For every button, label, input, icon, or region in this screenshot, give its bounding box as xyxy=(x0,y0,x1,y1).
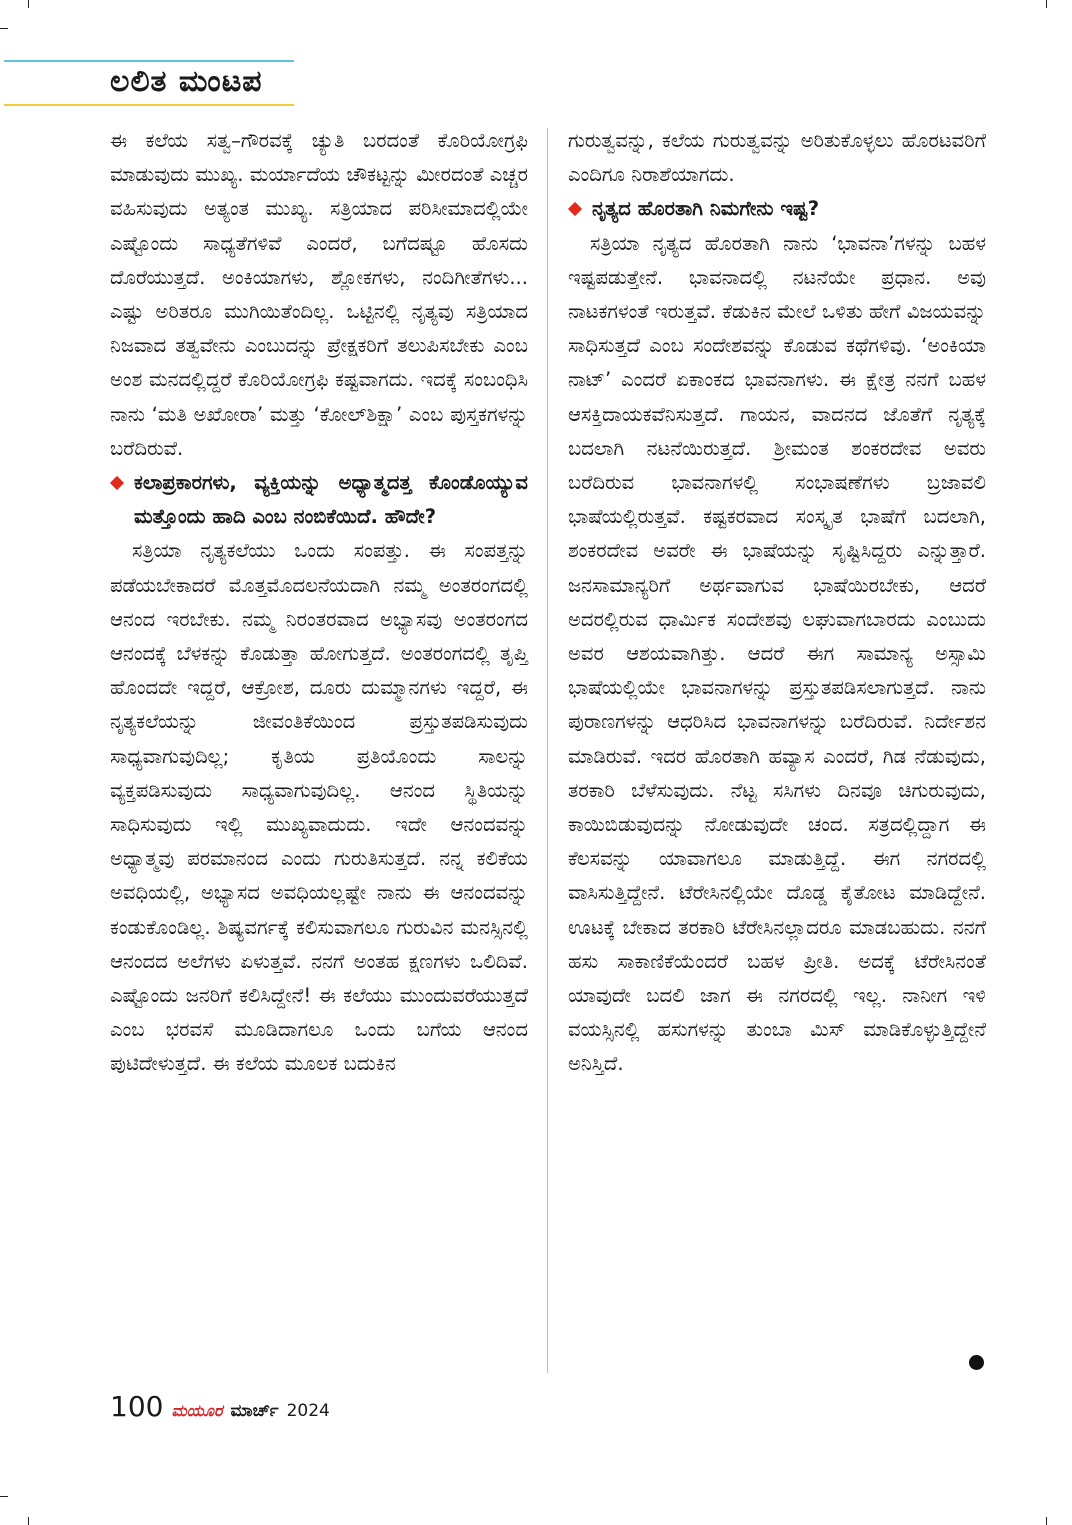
issue-month: ಮಾರ್ಚ್ xyxy=(230,1401,279,1421)
question-heading xyxy=(110,466,528,534)
crop-mark xyxy=(0,1496,8,1497)
right-column xyxy=(568,124,986,1082)
diamond-bullet-icon xyxy=(110,476,124,490)
page-footer xyxy=(110,1390,330,1423)
header-rule-bottom xyxy=(4,104,294,106)
column-divider xyxy=(547,128,548,1373)
diamond-bullet-icon xyxy=(568,202,582,216)
question-text: ಕಲಾಪ್ರಕಾರಗಳು, ವ್ಯಕ್ತಿಯನ್ನು ಅಧ್ಯಾತ್ಮದತ್ತ ಕೊಂಡೊಯ್ಯುವ ಮತ್ತೊಂದು ಹಾದಿ ಎಂಬ ನಂಬಿಕೆಯಿದೆ. ಹೌದೇ? xyxy=(134,471,528,529)
header-rule-top xyxy=(4,60,294,62)
paragraph: ಗುರುತ್ವವನ್ನು, ಕಲೆಯ ಗುರುತ್ವವನ್ನು ಅರಿತುಕೊಳ್ಳಲು ಹೊರಟವರಿಗೆ ಎಂದಿಗೂ ನಿರಾಶೆಯಾಗದು. xyxy=(568,129,986,187)
question-text: ನೃತ್ಯದ ಹೊರತಾಗಿ ನಿಮಗೇನು ಇಷ್ಟ? xyxy=(592,197,820,221)
crop-mark xyxy=(1046,1517,1047,1525)
paragraph: ಈ ಕಲೆಯ ಸತ್ವ–ಗೌರವಕ್ಕೆ ಚ್ಯುತಿ ಬರದಂತೆ ಕೊರಿಯೋಗ್ರಫಿ ಮಾಡುವುದು ಮುಖ್ಯ. ಮರ್ಯಾದೆಯ ಚೌಕಟ್ಟನ್ನು ಮೀರದಂತೆ ಎಚ್ಚರ ವಹಿಸುವುದು ಅತ್ಯಂತ ಮುಖ್ಯ. ಸತ್ರಿಯಾದ ಪರಿಸೀಮಾದಲ್ಲಿಯೇ ಎಷ್ಟೊಂದು ಸಾಧ್ಯತೆಗಳಿವೆ ಎಂದರೆ, ಬಗೆದಷ್ಟೂ ಹೊಸದು ದೊರೆಯುತ್ತದೆ. ಅಂಕಿಯಾಗಳು, ಶ್ಲೋಕಗಳು, ನಂದಿಗೀತೆಗಳು... ಎಷ್ಟು ಅರಿತರೂ ಮುಗಿಯಿತೆಂದಿಲ್ಲ. ಒಟ್ಟಿನಲ್ಲಿ ನೃತ್ಯವು ಸತ್ರಿಯಾದ ನಿಜವಾದ ತತ್ವವೇನು ಎಂಬುದನ್ನು ಪ್ರೇಕ್ಷಕರಿಗೆ ತಲುಪಿಸಬೇಕು ಎಂಬ ಅಂಶ ಮನದಲ್ಲಿದ್ದರೆ ಕೊರಿಯೋಗ್ರಫಿ ಕಷ್ಟವಾಗದು. ಇದಕ್ಕೆ ಸಂಬಂಧಿಸಿ ನಾನು ‘ಮತಿ ಅಖೋರಾ’ ಮತ್ತು ‘ಕೋಲ್‌ಶಿಕ್ಷಾ’ ಎಂಬ ಪುಸ್ತಕಗಳನ್ನು ಬರೆದಿರುವೆ. xyxy=(110,129,528,460)
paragraph: ಸತ್ರಿಯಾ ನೃತ್ಯಕಲೆಯು ಒಂದು ಸಂಪತ್ತು. ಈ ಸಂಪತ್ತನ್ನು ಪಡೆಯಬೇಕಾದರೆ ಮೊತ್ತಮೊದಲನೆಯದಾಗಿ ನಮ್ಮ ಅಂತರಂಗದಲ್ಲಿ ಆನಂದ ಇರಬೇಕು. ನಮ್ಮ ನಿರಂತರವಾದ ಅಭ್ಯಾಸವು ಅಂತರಂಗದ ಆನಂದಕ್ಕೆ ಬೆಳಕನ್ನು ಕೊಡುತ್ತಾ ಹೋಗುತ್ತದೆ. ಅಂತರಂಗದಲ್ಲಿ ತೃಪ್ತಿ ಹೊಂದದೇ ಇದ್ದರೆ, ಆಕ್ರೋಶ, ದೂರು ದುಮ್ಮಾನಗಳು ಇದ್ದರೆ, ಈ ನೃತ್ಯಕಲೆಯನ್ನು ಜೀವಂತಿಕೆಯಿಂದ ಪ್ರಸ್ತುತಪಡಿಸುವುದು ಸಾಧ್ಯವಾಗುವುದಿಲ್ಲ; ಕೃತಿಯ ಪ್ರತಿಯೊಂದು ಸಾಲನ್ನು ವ್ಯಕ್ತಪಡಿಸುವುದು ಸಾಧ್ಯವಾಗುವುದಿಲ್ಲ. ಆನಂದ ಸ್ಥಿತಿಯನ್ನು ಸಾಧಿಸುವುದು ಇಲ್ಲಿ ಮುಖ್ಯವಾದುದು. ಇದೇ ಆನಂದವನ್ನು ಅಧ್ಯಾತ್ಮವು ಪರಮಾನಂದ ಎಂದು ಗುರುತಿಸುತ್ತದೆ. ನನ್ನ ಕಲಿಕೆಯ ಅವಧಿಯಲ್ಲಿ, ಅಭ್ಯಾಸದ ಅವಧಿಯಲ್ಲಷ್ಟೇ ನಾನು ಈ ಆನಂದವನ್ನು ಕಂಡುಕೊಂಡಿಲ್ಲ. ಶಿಷ್ಯವರ್ಗಕ್ಕೆ ಕಲಿಸುವಾಗಲೂ ಗುರುವಿನ ಮನಸ್ಸಿನಲ್ಲಿ ಆನಂದದ ಅಲೆಗಳು ಏಳುತ್ತವೆ. ನನಗೆ ಅಂತಹ ಕ್ಷಣಗಳು ಒಲಿದಿವೆ. ಎಷ್ಟೊಂದು ಜನರಿಗೆ ಕಲಿಸಿದ್ದೇನೆ! ಈ ಕಲೆಯು ಮುಂದುವರೆಯುತ್ತದೆ ಎಂಬ ಭರವಸೆ ಮೂಡಿದಾಗಲೂ ಒಂದು ಬಗೆಯ ಆನಂದ ಪುಟಿದೇಳುತ್ತದೆ. ಈ ಕಲೆಯ ಮೂಲಕ ಬದುಕಿನ xyxy=(110,539,528,1076)
magazine-logo: ಮಯೂರ xyxy=(171,1401,223,1420)
issue-year: 2024 xyxy=(286,1401,330,1421)
crop-mark xyxy=(28,0,29,8)
question-heading xyxy=(568,192,986,226)
section-title: ಲಲಿತ ಮಂಟಪ xyxy=(110,64,263,99)
crop-mark xyxy=(0,28,8,29)
page-number: 100 xyxy=(110,1390,164,1423)
crop-mark xyxy=(28,1517,29,1525)
left-column xyxy=(110,124,528,1082)
paragraph: ಸತ್ರಿಯಾ ನೃತ್ಯದ ಹೊರತಾಗಿ ನಾನು ‘ಭಾವನಾ’ಗಳನ್ನು ಬಹಳ ಇಷ್ಟಪಡುತ್ತೇನೆ. ಭಾವನಾದಲ್ಲಿ ನಟನೆಯೇ ಪ್ರಧಾನ. ಅವು ನಾಟಕಗಳಂತೆ ಇರುತ್ತವೆ. ಕೆಡುಕಿನ ಮೇಲೆ ಒಳಿತು ಹೇಗೆ ವಿಜಯವನ್ನು ಸಾಧಿಸುತ್ತದೆ ಎಂಬ ಸಂದೇಶವನ್ನು ಕೊಡುವ ಕಥೆಗಳಿವು. ‘ಅಂಕಿಯಾ ನಾಟ್’ ಎಂದರೆ ಏಕಾಂಕದ ಭಾವನಾಗಳು. ಈ ಕ್ಷೇತ್ರ ನನಗೆ ಬಹಳ ಆಸಕ್ತಿದಾಯಕವೆನಿಸುತ್ತದೆ. ಗಾಯನ, ವಾದನದ ಜೊತೆಗೆ ನೃತ್ಯಕ್ಕೆ ಬದಲಾಗಿ ನಟನೆಯಿರುತ್ತದೆ. ಶ್ರೀಮಂತ ಶಂಕರದೇವ ಅವರು ಬರೆದಿರುವ ಭಾವನಾಗಳಲ್ಲಿ ಸಂಭಾಷಣೆಗಳು ಬ್ರಜಾವಲಿ ಭಾಷೆಯಲ್ಲಿರುತ್ತವೆ. ಕಷ್ಟಕರವಾದ ಸಂಸ್ಕೃತ ಭಾಷೆಗೆ ಬದಲಾಗಿ, ಶಂಕರದೇವ ಅವರೇ ಈ ಭಾಷೆಯನ್ನು ಸೃಷ್ಟಿಸಿದ್ದರು ಎನ್ನುತ್ತಾರೆ. ಜನಸಾಮಾನ್ಯರಿಗೆ ಅರ್ಥವಾಗುವ ಭಾಷೆಯಿರಬೇಕು, ಆದರೆ ಅದರಲ್ಲಿರುವ ಧಾರ್ಮಿಕ ಸಂದೇಶವು ಲಘುವಾಗಬಾರದು ಎಂಬುದು ಅವರ ಆಶಯವಾಗಿತ್ತು. ಆದರೆ ಈಗ ಸಾಮಾನ್ಯ ಅಸ್ಸಾಮಿ ಭಾಷೆಯಲ್ಲಿಯೇ ಭಾವನಾಗಳನ್ನು ಪ್ರಸ್ತುತಪಡಿಸಲಾಗುತ್ತದೆ. ನಾನು ಪುರಾಣಗಳನ್ನು ಆಧರಿಸಿದ ಭಾವನಾಗಳನ್ನು ಬರೆದಿರುವೆ. ನಿರ್ದೇಶನ ಮಾಡಿರುವೆ. ಇದರ ಹೊರತಾಗಿ ಹವ್ಯಾಸ ಎಂದರೆ, ಗಿಡ ನೆಡುವುದು, ತರಕಾರಿ ಬೆಳೆಸುವುದು. ನೆಟ್ಟ ಸಸಿಗಳು ದಿನವೂ ಚಿಗುರುವುದು, ಕಾಯಿಬಿಡುವುದನ್ನು ನೋಡುವುದೇ ಚಂದ. ಸತ್ರದಲ್ಲಿದ್ದಾಗ ಈ ಕೆಲಸವನ್ನು ಯಾವಾಗಲೂ ಮಾಡುತ್ತಿದ್ದೆ. ಈಗ ನಗರದಲ್ಲಿ ವಾಸಿಸುತ್ತಿದ್ದೇನೆ. ಟೆರೇಸಿನಲ್ಲಿಯೇ ದೊಡ್ಡ ಕೈತೋಟ ಮಾಡಿದ್ದೇನೆ. ಊಟಕ್ಕೆ ಬೇಕಾದ ತರಕಾರಿ ಟೆರೇಸಿನಲ್ಲಾದರೂ ಮಾಡಬಹುದು. ನನಗೆ ಹಸು ಸಾಕಾಣಿಕೆಯೆಂದರೆ ಬಹಳ ಪ್ರೀತಿ. ಅದಕ್ಕೆ ಟೆರೇಸಿನಂತೆ ಯಾವುದೇ ಬದಲಿ ಜಾಗ ಈ ನಗರದಲ್ಲಿ ಇಲ್ಲ. ನಾನೀಗ ಇಳಿ ವಯಸ್ಸಿನಲ್ಲಿ ಹಸುಗಳನ್ನು ತುಂಬಾ ಮಿಸ್ ಮಾಡಿಕೊಳ್ಳುತ್ತಿದ್ದೇನೆ ಅನಿಸ್ತಿದೆ. xyxy=(568,231,986,1076)
crop-mark xyxy=(1046,0,1047,8)
end-of-article-dot-icon xyxy=(969,1355,984,1370)
